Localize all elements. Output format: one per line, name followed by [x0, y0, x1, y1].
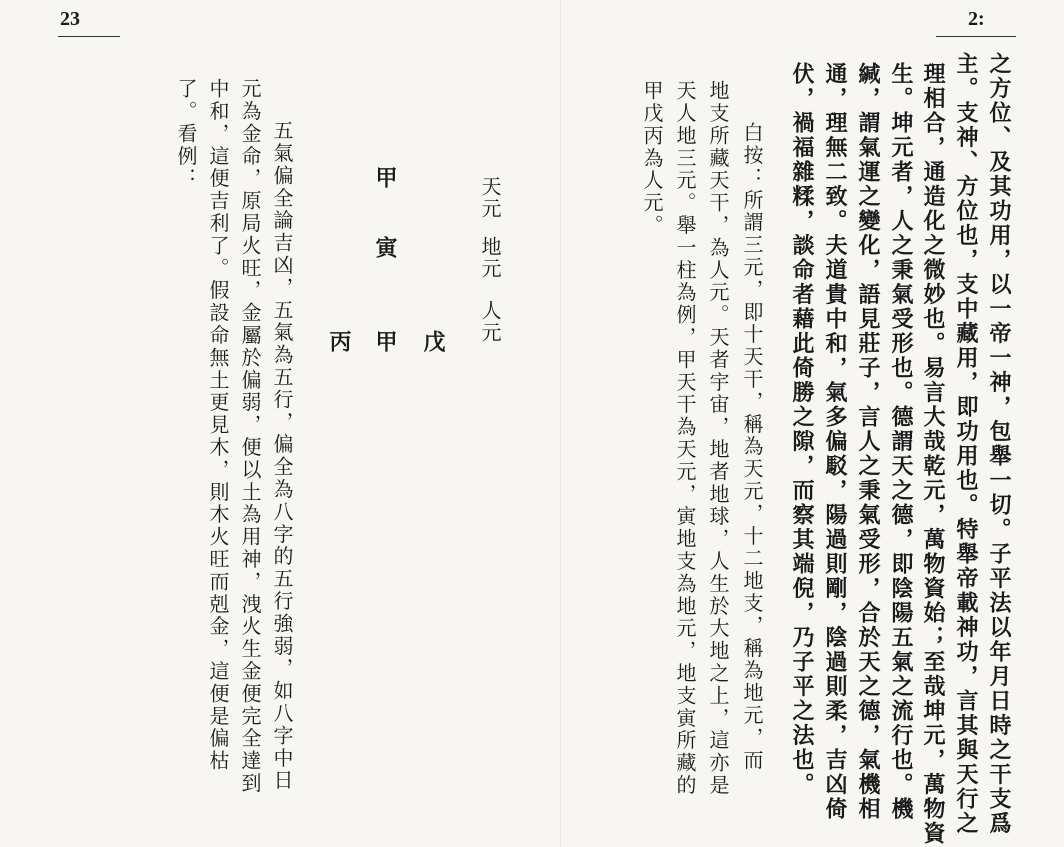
pillar-hidden-stem: 甲	[372, 330, 398, 354]
page-gutter	[560, 0, 561, 847]
commentary-line: 之方位、及其功用，以一帝一神，包舉一切。子平法以年月日時之干支爲	[986, 52, 1012, 836]
body-line: 五氣偏全論吉凶，五氣為五行，偏全為八字的五行強弱，如八字中日	[270, 120, 294, 792]
header-rule-right	[936, 36, 1016, 37]
commentary-line: 生。坤元者，人之秉氣受形也。德謂天之德，即陰陽五氣之流行也。機	[888, 62, 914, 822]
chart-heading-diyuan: 地元	[478, 236, 502, 280]
commentary-line: 理相合，通造化之微妙也。易言大哉乾元，萬物資始；至哉坤元，萬物資	[920, 62, 946, 846]
commentary-line: 主。支神、方位也，支中藏用，即功用也。特舉帝載神功，言其與天行之	[953, 52, 979, 836]
pillar-earthly-branch: 寅	[372, 236, 398, 260]
page-number-right: 2:	[968, 8, 985, 30]
commentary-line: 通，理無二致。夫道貴中和，氣多偏駁，陽過則剛，陰過則柔，吉凶倚	[822, 62, 848, 822]
annotation-line: 地支所藏天干，為人元。天者宇宙，地者地球，人生於大地之上，這亦是	[706, 80, 730, 797]
page-number-left: 23	[60, 8, 80, 30]
body-line: 中和，這便吉利了。假設命無土更見木，則木火旺而剋金，這便是偏枯	[206, 78, 230, 773]
body-line: 元為金命，原局火旺，金屬於偏弱，便以土為用神，洩火生金便完全達到	[238, 78, 262, 795]
chart-heading-renyuan: 人元	[478, 300, 502, 344]
commentary-line: 緘，謂氣運之變化，語見莊子，言人之秉氣受形，合於天之德，氣機相	[855, 62, 881, 822]
chart-heading-tianyuan: 天元	[478, 176, 502, 220]
body-line: 了。看例：	[174, 78, 198, 190]
pillar-hidden-stem: 丙	[326, 330, 352, 354]
commentary-line: 伏，禍福雜糅，談命者藉此倚勝之隙，而察其端倪，乃子平之法也。	[789, 62, 815, 797]
annotation-line: 天人地三元。舉一柱為例，甲天干為天元，寅地支為地元，地支寅所藏的	[673, 80, 697, 797]
header-rule-left	[58, 36, 120, 37]
pillar-hidden-stem: 戊	[420, 330, 446, 354]
annotation-line: 白按：所謂三元，即十天干，稱為天元，十二地支，稱為地元，而	[740, 122, 764, 772]
pillar-heavenly-stem: 甲	[372, 166, 398, 190]
annotation-line: 甲戊丙為人元。	[640, 80, 664, 237]
